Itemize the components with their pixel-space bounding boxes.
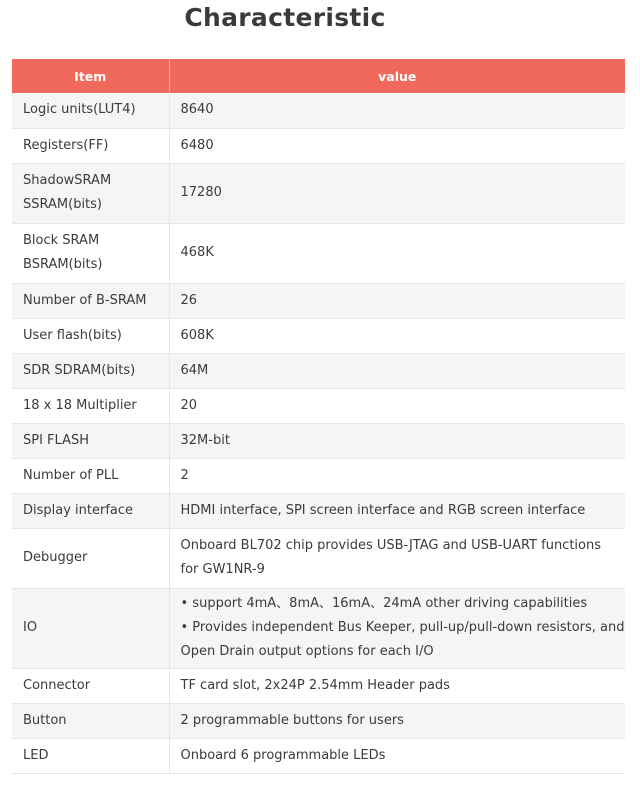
value-text: 32M-bit: [180, 432, 230, 448]
table-row: [12, 353, 625, 388]
characteristic-table: [12, 59, 625, 774]
table-row: [12, 388, 625, 423]
row-item-cell: [12, 93, 169, 128]
value-text: 608K: [180, 327, 214, 343]
value-text: 2 programmable buttons for users: [180, 712, 404, 728]
row-value-cell: [169, 493, 625, 528]
item-text: Number of B-SRAM: [23, 292, 147, 308]
row-value-cell: [169, 738, 625, 773]
page-title: Characteristic: [184, 3, 386, 32]
item-text: Logic units(LUT4): [23, 102, 136, 118]
column-header-item: Item: [12, 59, 169, 93]
row-item-cell: [12, 588, 169, 668]
table-row: [12, 458, 625, 493]
row-item-cell: [12, 458, 169, 493]
row-value-cell: [169, 353, 625, 388]
item-text: ShadowSRAM: [23, 173, 112, 188]
column-header-value: value: [169, 59, 625, 93]
table-row: [12, 283, 625, 318]
table-row: [12, 738, 625, 773]
table-row: [12, 163, 625, 223]
row-item-cell: [12, 493, 169, 528]
row-value-cell: [169, 283, 625, 318]
table-row: [12, 318, 625, 353]
row-value-cell: [169, 318, 625, 353]
value-text: 6480: [180, 137, 214, 153]
table-row: [12, 223, 625, 283]
row-value-cell: [169, 528, 625, 588]
item-text: Connector: [23, 677, 91, 693]
item-text: Button: [23, 712, 67, 728]
value-text: TF card slot, 2x24P 2.54mm Header pads: [180, 677, 450, 693]
row-value-cell: [169, 223, 625, 283]
value-text: Onboard BL702 chip provides USB-JTAG and USB-UART functions: [180, 538, 602, 553]
row-value-cell: [169, 458, 625, 493]
row-item-cell: [12, 283, 169, 318]
row-value-cell: [169, 423, 625, 458]
value-text: 20: [180, 397, 198, 413]
item-text: IO: [23, 620, 38, 635]
item-text: Registers(FF): [23, 137, 109, 153]
item-text: Number of PLL: [23, 467, 119, 483]
value-text: 26: [180, 292, 198, 308]
table-header-row: [12, 59, 625, 93]
row-item-cell: [12, 388, 169, 423]
value-text: • support 4mA、8mA、16mA、24mA other driving capabilities: [180, 596, 588, 611]
row-item-cell: [12, 423, 169, 458]
row-item-cell: [12, 163, 169, 223]
value-text: for GW1NR-9: [180, 562, 265, 577]
item-text: 18 x 18 Multiplier: [23, 397, 137, 413]
row-item-cell: [12, 223, 169, 283]
value-text: Open Drain output options for each I/O: [180, 644, 434, 659]
table-row: [12, 668, 625, 703]
row-item-cell: [12, 528, 169, 588]
table-row: [12, 528, 625, 588]
item-text: SPI FLASH: [23, 432, 89, 448]
item-text: LED: [23, 747, 49, 763]
row-value-cell: [169, 163, 625, 223]
item-text: SDR SDRAM(bits): [23, 362, 136, 378]
row-item-cell: [12, 318, 169, 353]
row-value-cell: [169, 703, 625, 738]
row-value-cell: [169, 668, 625, 703]
value-text: HDMI interface, SPI screen interface and RGB screen interface: [180, 502, 586, 518]
row-item-cell: [12, 353, 169, 388]
item-text: Display interface: [23, 502, 134, 518]
row-item-cell: [12, 668, 169, 703]
value-text: 468K: [180, 245, 214, 260]
row-value-cell: [169, 128, 625, 163]
value-text: 64M: [180, 362, 209, 378]
table-row: [12, 128, 625, 163]
row-value-cell: [169, 388, 625, 423]
item-text: SSRAM(bits): [23, 197, 102, 212]
table-row: [12, 423, 625, 458]
table-row: [12, 703, 625, 738]
value-text: 17280: [180, 185, 222, 200]
value-text: 2: [180, 467, 189, 483]
row-value-cell: [169, 588, 625, 668]
table-row: [12, 588, 625, 668]
value-text: 8640: [180, 102, 214, 118]
value-text: Onboard 6 programmable LEDs: [180, 747, 386, 763]
item-text: Debugger: [23, 550, 88, 565]
row-item-cell: [12, 128, 169, 163]
value-text: • Provides independent Bus Keeper, pull-up/pull-down resistors, and: [180, 620, 625, 635]
table-row: [12, 493, 625, 528]
item-text: Block SRAM: [23, 233, 100, 248]
row-item-cell: [12, 703, 169, 738]
table-row: [12, 93, 625, 128]
item-text: User flash(bits): [23, 327, 122, 343]
row-item-cell: [12, 738, 169, 773]
item-text: BSRAM(bits): [23, 257, 103, 272]
row-value-cell: [169, 93, 625, 128]
